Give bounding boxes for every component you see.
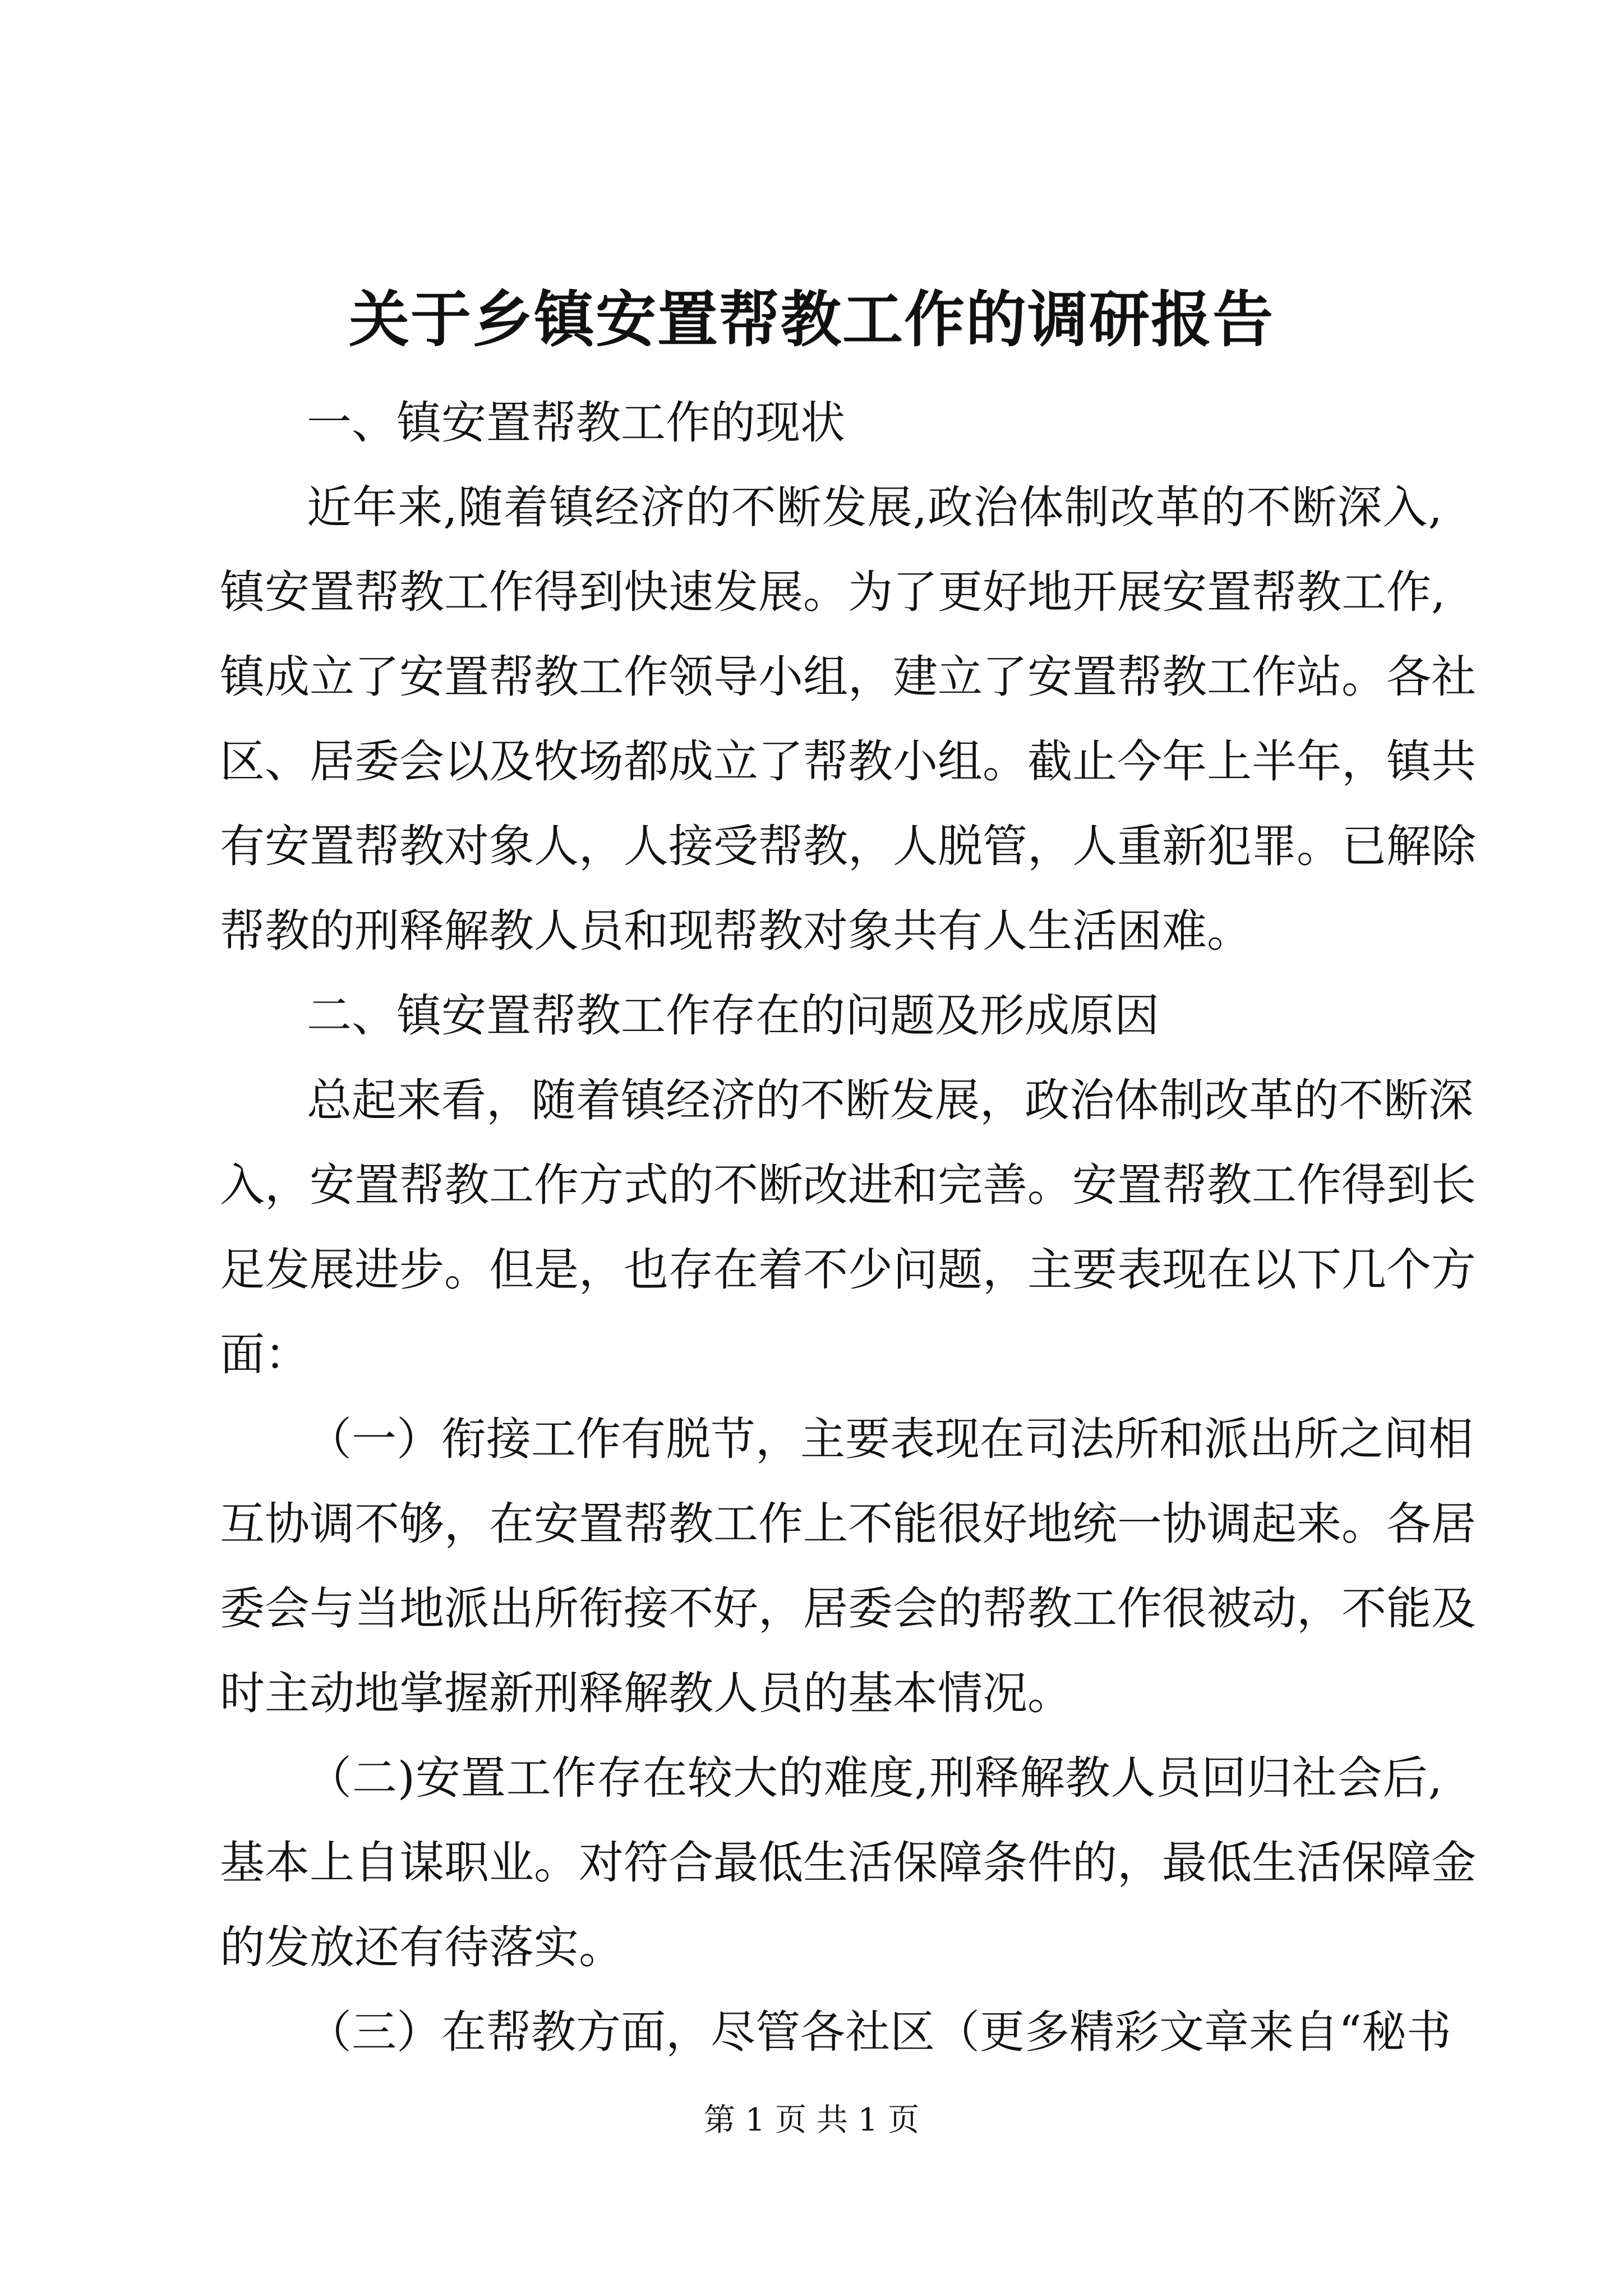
document-body [220,380,1476,2074]
body-line: 入，安置帮教工作方式的不断改进和完善。安置帮教工作得到长 [220,1159,1476,1211]
body-line: 镇安置帮教工作得到快速发展。为了更好地开展安置帮教工作, [220,566,1446,618]
body-line: 足发展进步。但是，也存在着不少问题，主要表现在以下几个方 [220,1244,1476,1296]
body-line: 基本上自谋职业。对符合最低生活保障条件的，最低生活保障金 [220,1837,1476,1889]
body-line: （二)安置工作存在较大的难度,刑释解教人员回归社会后, [307,1752,1442,1804]
body-line: 面： [220,1328,310,1381]
body-line: 有安置帮教对象人，人接受帮教，人脱管，人重新犯罪。已解除 [220,820,1476,872]
body-line: 二、镇安置帮教工作存在的问题及形成原因 [307,990,1159,1042]
body-line: 镇成立了安置帮教工作领导小组，建立了安置帮教工作站。各社 [220,651,1476,703]
body-line: 区、居委会以及牧场都成立了帮教小组。截止今年上半年，镇共 [220,735,1476,788]
body-line: 的发放还有待落实。 [220,1921,624,1973]
page-footer: 第 1 页 共 1 页 [703,2102,920,2138]
body-line: （三）在帮教方面，尽管各社区（更多精彩文章来自“秘书 [307,2006,1451,2058]
body-line: 时主动地掌握新刑释解教人员的基本情况。 [220,1667,1072,1719]
document-title: 关于乡镇安置帮教工作的调研报告 [348,284,1274,355]
body-line: 互协调不够，在安置帮教工作上不能很好地统一协调起来。各居 [220,1498,1476,1550]
body-line: 近年来,随着镇经济的不断发展,政治体制改革的不断深入, [307,481,1442,533]
body-line: （一）衔接工作有脱节，主要表现在司法所和派出所之间相 [307,1413,1473,1465]
body-line: 一、镇安置帮教工作的现状 [307,397,845,449]
body-line: 委会与当地派出所衔接不好，居委会的帮教工作很被动，不能及 [220,1582,1476,1635]
body-line: 帮教的刑释解教人员和现帮教对象共有人生活困难。 [220,905,1252,957]
body-line: 总起来看，随着镇经济的不断发展，政治体制改革的不断深 [307,1074,1473,1126]
